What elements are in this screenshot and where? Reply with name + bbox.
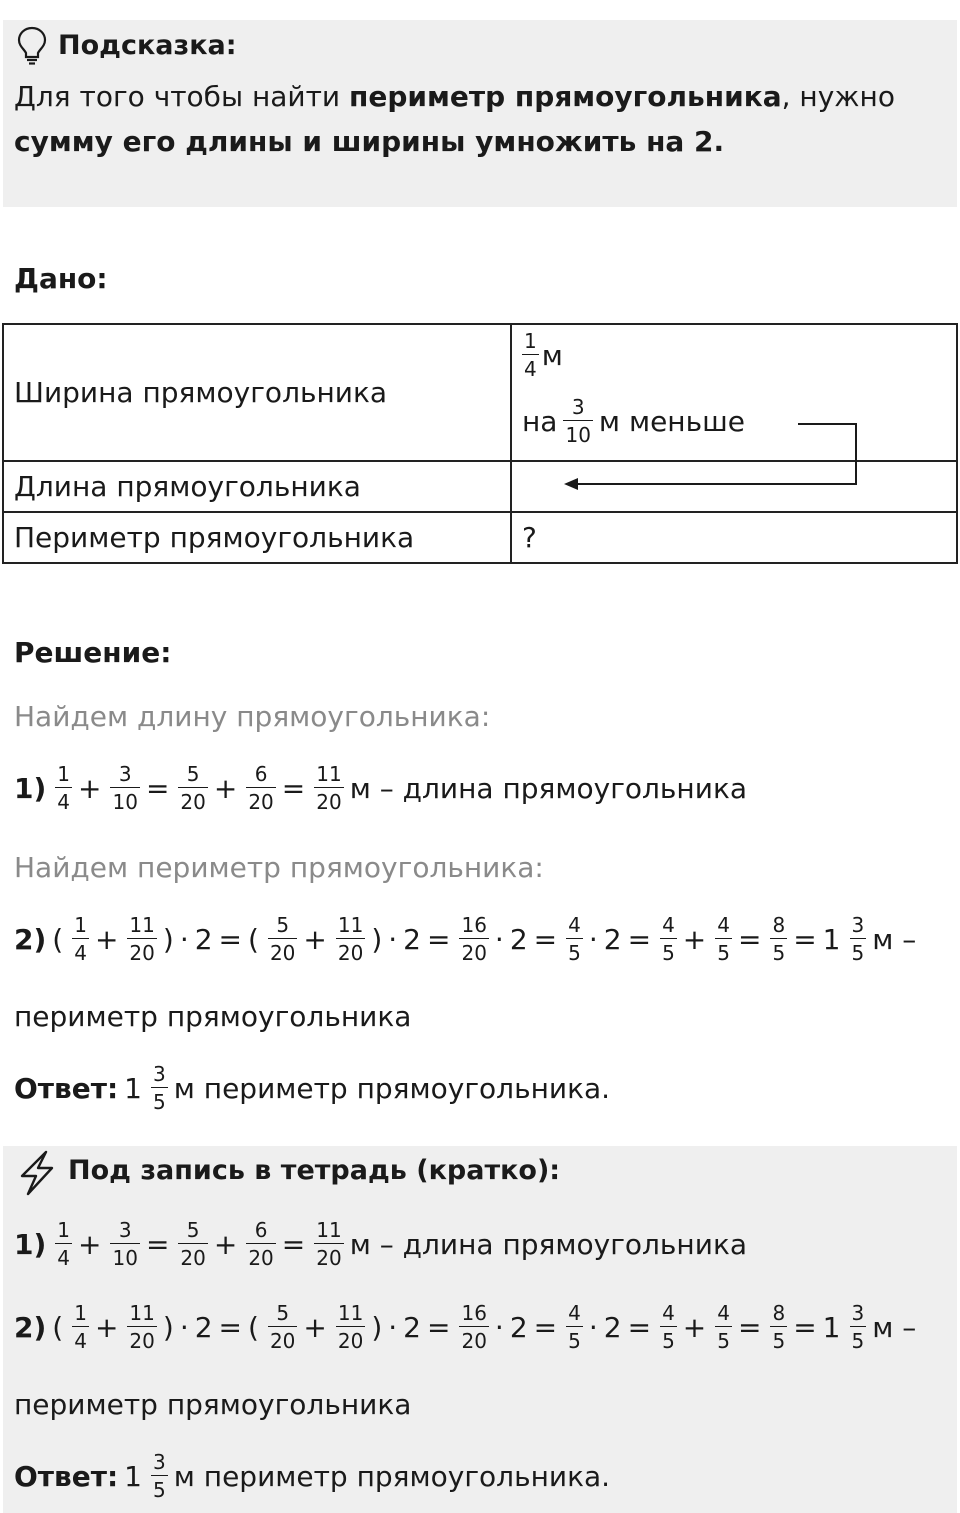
frac-4-5: $\frac{4}{5}$ (568, 1301, 581, 1353)
dot-sign: · (494, 1310, 504, 1344)
number-two: 2 (603, 1310, 622, 1344)
answer-fraction: $\frac{3}{5}$ (153, 1450, 166, 1502)
paren-open: ( (52, 1310, 64, 1344)
frac-6-20: $\frac{6}{20}$ (248, 762, 274, 814)
paren-close: ) (371, 922, 383, 956)
step-1-label: 1) (14, 771, 47, 805)
frac-5-20: $\frac{5}{20}$ (269, 913, 296, 965)
frac-4-5: $\frac{4}{5}$ (662, 913, 675, 965)
equals-sign: = (427, 1310, 451, 1344)
frac-11-20: $\frac{11}{20}$ (129, 913, 155, 965)
lightning-icon (16, 1150, 58, 1196)
answer-label: Ответ: (14, 1459, 119, 1493)
plus-sign: + (682, 1310, 707, 1344)
step-1-tail: м – длина прямоугольника (349, 1227, 748, 1261)
width-unit: м (541, 338, 563, 372)
number-two: 2 (403, 922, 421, 956)
frac-5-20: $\frac{5}{20}$ (180, 1218, 206, 1270)
perimeter-value: ? (511, 512, 957, 563)
whole-one: 1 (822, 922, 841, 956)
plus-sign: + (682, 922, 707, 956)
equals-sign: = (738, 1310, 762, 1344)
plus-sign: + (303, 922, 327, 956)
step-2-label: 2) (14, 1310, 47, 1344)
plus-sign: + (213, 771, 238, 805)
equals-sign: = (218, 922, 243, 956)
dot-sign: · (179, 1310, 189, 1344)
frac-1-4: $\frac{1}{4}$ (74, 1301, 87, 1353)
frac-16-20: $\frac{16}{20}$ (461, 913, 487, 965)
plus-sign: + (94, 922, 119, 956)
frac-8-5: $\frac{8}{5}$ (772, 913, 786, 965)
frac-4-5: $\frac{4}{5}$ (717, 913, 730, 965)
hint-line-1-bold: периметр прямоугольника (349, 80, 782, 113)
equals-sign: = (281, 1227, 306, 1261)
frac-6-20: $\frac{6}{20}$ (248, 1218, 274, 1270)
frac-3-10: $\frac{3}{10}$ (112, 1218, 138, 1270)
dot-sign: · (588, 922, 598, 956)
width-fraction: $\frac{1}{4}$ (524, 329, 537, 381)
given-row-perimeter (3, 512, 957, 563)
relation-suffix: м меньше (598, 404, 745, 438)
number-two: 2 (509, 1310, 528, 1344)
perimeter-label: Периметр прямоугольника (3, 512, 511, 563)
frac-1-4: $\frac{1}{4}$ (57, 762, 71, 814)
equals-sign: = (627, 922, 652, 956)
paren-open: ( (52, 922, 64, 956)
frac-4-5: $\frac{4}{5}$ (568, 913, 581, 965)
relation-fraction: $\frac{3}{10}$ (565, 395, 591, 447)
frac-1-4: $\frac{1}{4}$ (57, 1218, 71, 1270)
frac-4-5: $\frac{4}{5}$ (662, 1301, 675, 1353)
answer-tail: м периметр прямоугольника. (173, 1459, 611, 1493)
hint-line-1-post: , нужно (781, 80, 895, 113)
plus-sign: + (94, 1310, 119, 1344)
find-perimeter-text: Найдем периметр прямоугольника: (14, 851, 544, 884)
solution-heading: Решение: (14, 636, 172, 669)
number-two: 2 (603, 922, 622, 956)
step-1 (14, 764, 753, 812)
dot-sign: · (588, 1310, 598, 1344)
width-label: Ширина прямоугольника (3, 324, 511, 461)
equals-sign: = (627, 1310, 652, 1344)
frac-3-10: $\frac{3}{10}$ (112, 762, 138, 814)
frac-16-20: $\frac{16}{20}$ (461, 1301, 487, 1353)
answer-label: Ответ: (14, 1071, 119, 1105)
hint-line-1 (14, 80, 895, 114)
step-2 (14, 915, 922, 963)
step-2-tail: м – (872, 1310, 917, 1344)
answer-fraction: $\frac{3}{5}$ (153, 1062, 166, 1114)
dot-sign: · (179, 922, 189, 956)
frac-3-5: $\frac{3}{5}$ (851, 913, 865, 965)
find-length-text: Найдем длину прямоугольника: (14, 700, 491, 733)
whole-one: 1 (822, 1310, 841, 1344)
frac-11-20: $\frac{11}{20}$ (316, 762, 342, 814)
length-label: Длина прямоугольника (3, 461, 511, 512)
relation-prefix: на (522, 404, 558, 438)
paren-close: ) (371, 1310, 383, 1344)
number-two: 2 (194, 1310, 213, 1344)
equals-sign: = (281, 771, 306, 805)
paren-close: ) (162, 922, 174, 956)
equals-sign: = (738, 922, 762, 956)
frac-11-20: $\frac{11}{20}$ (316, 1218, 342, 1270)
frac-11-20: $\frac{11}{20}$ (337, 1301, 364, 1353)
step-2-tail: м – (872, 922, 917, 956)
number-two: 2 (509, 922, 528, 956)
equals-sign: = (145, 771, 170, 805)
frac-5-20: $\frac{5}{20}$ (269, 1301, 296, 1353)
answer (14, 1064, 616, 1112)
equals-sign: = (427, 922, 451, 956)
lightbulb-icon (16, 26, 48, 66)
frac-1-4: $\frac{1}{4}$ (74, 913, 87, 965)
dot-sign: · (388, 1310, 398, 1344)
number-two: 2 (194, 922, 213, 956)
hint-title: Подсказка: (58, 30, 237, 61)
equals-sign: = (533, 1310, 558, 1344)
frac-11-20: $\frac{11}{20}$ (337, 913, 364, 965)
equals-sign: = (793, 1310, 817, 1344)
plus-sign: + (78, 771, 102, 805)
equals-sign: = (218, 1310, 243, 1344)
given-heading: Дано: (14, 262, 108, 295)
hint-line-1-pre: Для того чтобы найти (14, 80, 350, 113)
notes-answer (14, 1452, 616, 1500)
answer-whole: 1 (124, 1459, 142, 1493)
equals-sign: = (533, 922, 558, 956)
step-1-label: 1) (14, 1227, 47, 1261)
step-2-continuation: периметр прямоугольника (14, 1000, 412, 1033)
equals-sign: = (145, 1227, 170, 1261)
plus-sign: + (213, 1227, 238, 1261)
dot-sign: · (494, 922, 504, 956)
width-value (522, 331, 563, 379)
frac-11-20: $\frac{11}{20}$ (129, 1301, 155, 1353)
hint-line-2: сумму его длины и ширины умножить на 2. (14, 125, 725, 158)
number-two: 2 (403, 1310, 421, 1344)
step-2-label: 2) (14, 922, 47, 956)
frac-4-5: $\frac{4}{5}$ (717, 1301, 730, 1353)
notes-step-2-continuation: периметр прямоугольника (14, 1388, 412, 1421)
frac-5-20: $\frac{5}{20}$ (180, 762, 206, 814)
notes-title: Под запись в тетрадь (кратко): (68, 1155, 561, 1186)
notes-step-1 (14, 1220, 753, 1268)
frac-3-5: $\frac{3}{5}$ (851, 1301, 865, 1353)
step-1-tail: м – длина прямоугольника (349, 771, 748, 805)
paren-open: ( (248, 922, 259, 956)
equals-sign: = (793, 922, 817, 956)
relation-arrow (560, 418, 862, 490)
plus-sign: + (303, 1310, 327, 1344)
paren-close: ) (162, 1310, 174, 1344)
dot-sign: · (388, 922, 398, 956)
answer-whole: 1 (124, 1071, 142, 1105)
plus-sign: + (78, 1227, 102, 1261)
paren-open: ( (248, 1310, 259, 1344)
answer-tail: м периметр прямоугольника. (173, 1071, 611, 1105)
notes-step-2 (14, 1303, 922, 1351)
frac-8-5: $\frac{8}{5}$ (772, 1301, 786, 1353)
